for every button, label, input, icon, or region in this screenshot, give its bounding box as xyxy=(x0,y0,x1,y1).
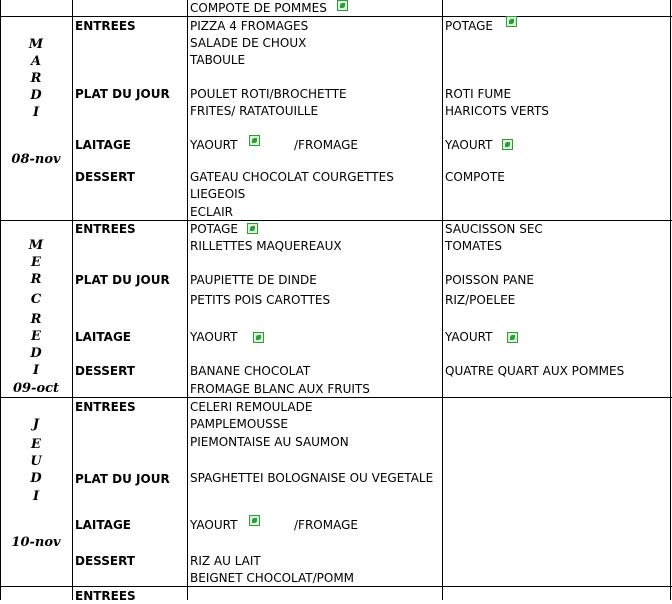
category-laitage: LAITAGE xyxy=(75,138,131,152)
day-letter: E xyxy=(31,329,41,344)
organic-label-icon xyxy=(502,139,513,150)
day-letter: D xyxy=(30,346,42,361)
day-date: 10-nov xyxy=(11,535,61,550)
menu-item: ROTI FUME xyxy=(445,87,512,101)
menu-item: COMPOTE DE POMMES xyxy=(190,1,327,15)
menu-item: SPAGHETTEI BOLOGNAISE OU VEGETALE xyxy=(190,471,434,485)
grid-line xyxy=(670,0,671,600)
menu-item: POULET ROTI/BROCHETTE xyxy=(190,87,347,101)
organic-label-icon xyxy=(337,0,348,11)
organic-label-icon xyxy=(249,515,260,526)
menu-item: POISSON PANE xyxy=(445,273,534,287)
day-letter: E xyxy=(31,437,41,452)
organic-label-icon xyxy=(247,223,258,234)
organic-label-icon xyxy=(506,16,517,27)
grid-line xyxy=(0,397,672,398)
grid-line xyxy=(442,0,443,600)
menu-item: YAOURT xyxy=(445,138,493,152)
day-date: 09-oct xyxy=(12,381,60,396)
day-letter: A xyxy=(30,54,42,69)
category-plat: PLAT DU JOUR xyxy=(75,87,170,101)
grid-line xyxy=(0,586,672,587)
day-letter: I xyxy=(32,363,40,378)
menu-item: /FROMAGE xyxy=(294,518,358,532)
organic-label-icon xyxy=(253,332,264,343)
menu-item: YAOURT xyxy=(190,138,238,152)
grid-line xyxy=(72,0,73,600)
menu-item: LIEGEOIS xyxy=(190,187,246,201)
category-laitage: LAITAGE xyxy=(75,330,131,344)
day-letter: R xyxy=(30,272,42,287)
menu-item: FRITES/ RATATOUILLE xyxy=(190,104,319,118)
menu-item: CELERI REMOULADE xyxy=(190,400,313,414)
menu-item: RIZ/POELEE xyxy=(445,293,516,307)
category-entrees: ENTREES xyxy=(75,19,136,33)
day-letter: R xyxy=(30,312,42,327)
menu-item: PETITS POIS CAROTTES xyxy=(190,293,331,307)
category-dessert: DESSERT xyxy=(75,364,135,378)
menu-item: BEIGNET CHOCOLAT/POMM xyxy=(190,571,355,585)
day-letter: E xyxy=(31,255,41,270)
menu-item: GATEAU CHOCOLAT COURGETTES xyxy=(190,170,394,184)
grid-line xyxy=(187,0,188,600)
menu-item: QUATRE QUART AUX POMMES xyxy=(445,364,625,378)
category-dessert: DESSERT xyxy=(75,554,135,568)
menu-item: YAOURT xyxy=(190,330,238,344)
menu-item: YAOURT xyxy=(445,330,493,344)
menu-item: RILLETTES MAQUEREAUX xyxy=(190,239,342,253)
menu-item: TABOULE xyxy=(190,53,246,67)
menu-item: RIZ AU LAIT xyxy=(190,554,261,568)
menu-item: SAUCISSON SEC xyxy=(445,222,543,236)
category-plat: PLAT DU JOUR xyxy=(75,273,170,287)
day-letter: C xyxy=(30,292,42,307)
menu-item: PIEMONTAISE AU SAUMON xyxy=(190,435,349,449)
category-entrees: ENTREES xyxy=(75,400,136,414)
category-laitage: LAITAGE xyxy=(75,518,131,532)
day-letter: M xyxy=(28,37,44,52)
menu-item: HARICOTS VERTS xyxy=(445,104,549,118)
category-entrees: ENTREES xyxy=(75,589,136,603)
menu-item: BANANE CHOCOLAT xyxy=(190,364,311,378)
day-letter: D xyxy=(30,471,42,486)
menu-item: YAOURT xyxy=(190,518,238,532)
day-date: 08-nov xyxy=(11,152,61,167)
menu-item: FROMAGE BLANC AUX FRUITS xyxy=(190,382,370,396)
category-entrees: ENTREES xyxy=(75,222,136,236)
day-letter: R xyxy=(30,71,42,86)
day-letter: I xyxy=(32,489,40,504)
menu-item: PAMPLEMOUSSE xyxy=(190,417,288,431)
menu-item: POTAGE xyxy=(190,222,238,236)
menu-item: COMPOTE xyxy=(445,170,505,184)
menu-item: TOMATES xyxy=(445,239,502,253)
day-letter: J xyxy=(32,417,40,432)
day-letter: D xyxy=(30,88,42,103)
menu-item: POTAGE xyxy=(445,19,493,33)
organic-label-icon xyxy=(249,135,260,146)
menu-item: PAUPIETTE DE DINDE xyxy=(190,273,317,287)
menu-item: /FROMAGE xyxy=(294,138,358,152)
menu-item: ECLAIR xyxy=(190,205,234,219)
category-plat: PLAT DU JOUR xyxy=(75,472,170,486)
day-letter: U xyxy=(30,454,42,469)
day-letter: M xyxy=(28,238,44,253)
day-letter: I xyxy=(32,105,40,120)
menu-item: PIZZA 4 FROMAGES xyxy=(190,19,309,33)
organic-label-icon xyxy=(507,332,518,343)
category-dessert: DESSERT xyxy=(75,170,135,184)
grid-line xyxy=(0,16,672,17)
menu-item: SALADE DE CHOUX xyxy=(190,36,307,50)
